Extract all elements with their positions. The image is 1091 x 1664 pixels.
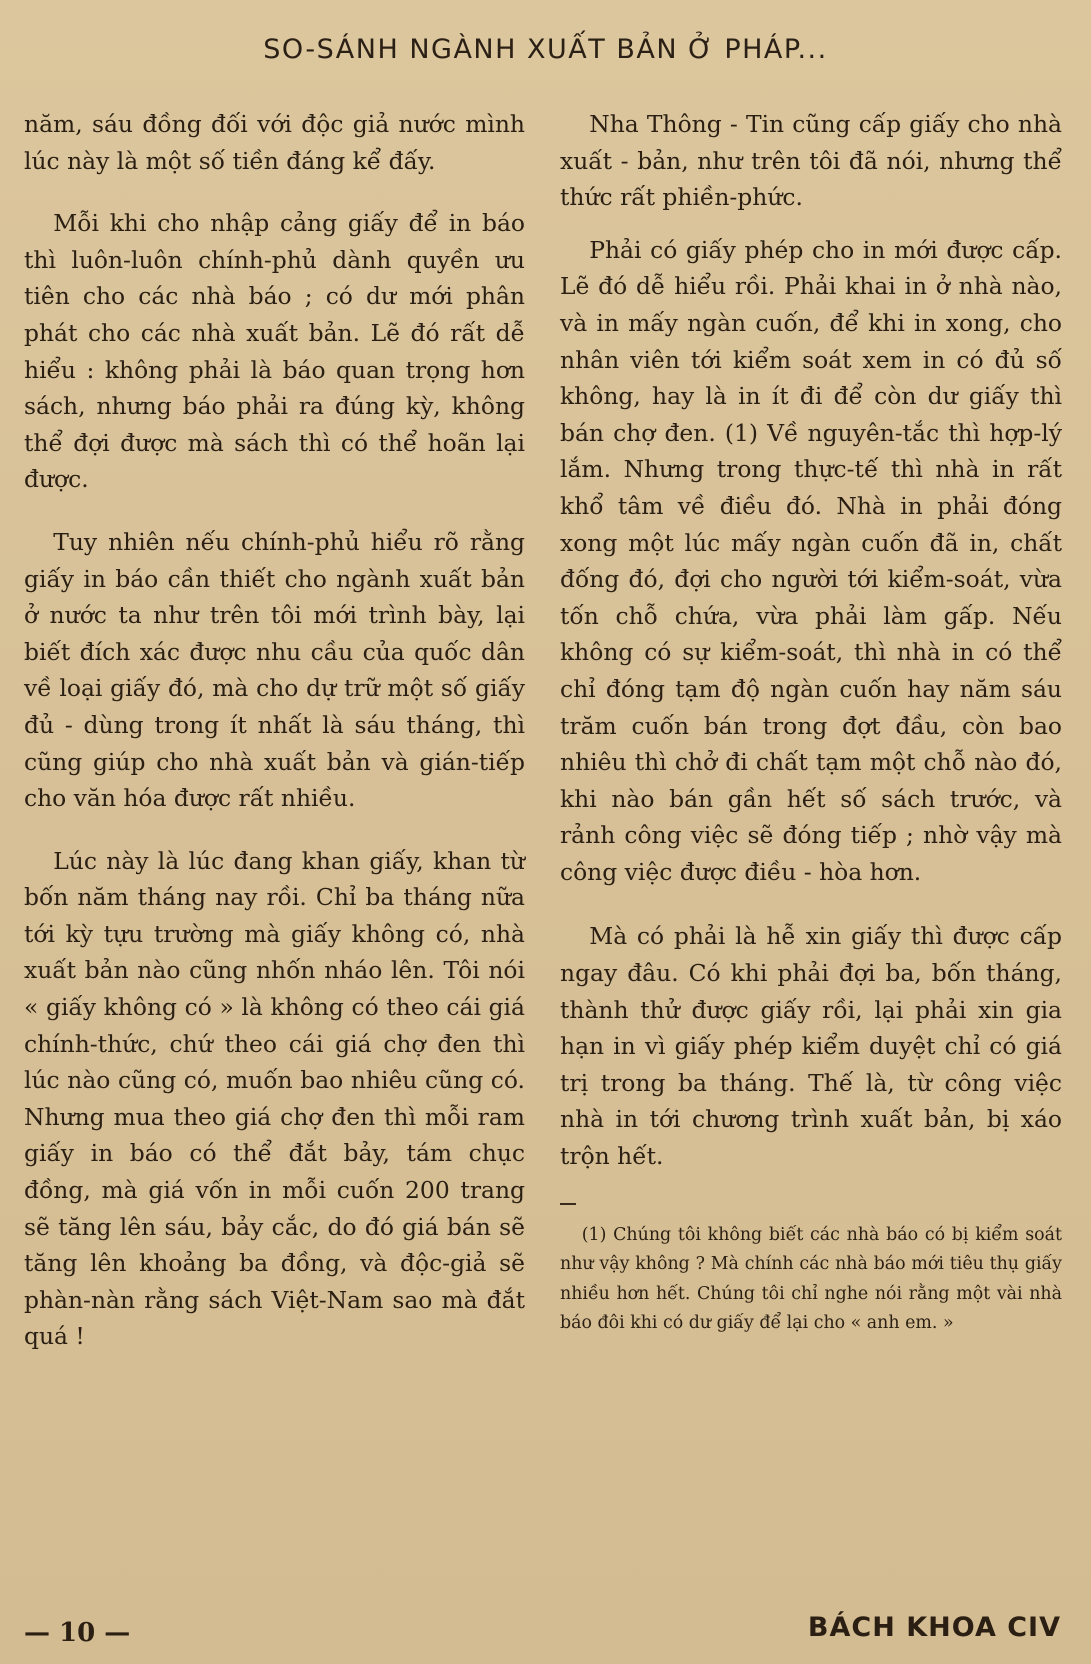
footnote-separator	[560, 1193, 576, 1215]
right-column	[560, 106, 1062, 1339]
magazine-name: BÁCH KHOA CIV	[807, 1612, 1061, 1643]
running-header: SO-SÁNH NGÀNH XUẤT BẢN Ở PHÁP...	[263, 34, 828, 65]
paragraph: Mà có phải là hễ xin giấy thì được cấp ngay đâu. Có khi phải đợi ba, bốn tháng, thành thử được giấy rồi, lại phải xin gia hạn in vì giấy phép kiểm duyệt chỉ có giá trị trong ba tháng. Thế là, từ công việc nhà in tới chương trình xuất bản, bị xáo trộn hết.	[560, 922, 1062, 1171]
paragraph: Nha Thông - Tin cũng cấp giấy cho nhà xuất - bản, như trên tôi đã nói, nhưng thể thức rất phiền-phức.	[560, 110, 1062, 212]
paragraph: Lúc này là lúc đang khan giấy, khan từ bốn năm tháng nay rồi. Chỉ ba tháng nữa tới kỳ tựu trường mà giấy không có, nhà xuất bản nào cũng nhốn nháo lên. Tôi nói « giấy không có » là không có theo cái giá chính-thức, chứ theo cái giá chợ đen thì lúc nào cũng có, muốn bao nhiêu cũng có. Nhưng mua theo giá chợ đen thì mỗi ram giấy in báo có thể đắt bảy, tám chục đồng, mà giá vốn in mỗi cuốn 200 trang sẽ tăng lên sáu, bảy cắc, do đó giá bán sẽ tăng lên khoảng ba đồng, và độc-giả sẽ phàn-nàn rằng sách Việt-Nam sao mà đắt quá !	[24, 846, 525, 1351]
paragraph: năm, sáu đồng đối với độc giả nước mình lúc này là một số tiền đáng kể đấy.	[24, 110, 525, 175]
footnote: (1) Chúng tôi không biết các nhà báo có bị kiểm soát như vậy không ? Mà chính các nhà báo mới tiêu thụ giấy nhiều hơn hết. Chúng tôi chỉ nghe nói rằng một vài nhà báo đôi khi có dư giấy để lại cho « anh em. »	[560, 1224, 1062, 1334]
page-number: — 10 —	[24, 1618, 131, 1648]
paragraph: Phải có giấy phép cho in mới được cấp. Lẽ đó dễ hiểu rồi. Phải khai in ở nhà nào, và in mấy ngàn cuốn, để khi in xong, cho nhân viên tới kiểm soát xem in có đủ số không, hay là in ít đi để còn dư giấy thì bán chợ đen. (1) Về nguyên-tắc thì hợp-lý lắm. Nhưng trong thực-tế thì nhà in rất khổ tâm về điều đó. Nhà in phải đóng xong một lúc mấy ngàn cuốn đã in, chất đống đó, đợi cho người tới kiểm-soát, vừa tốn chỗ chứa, vừa phải làm gấp. Nếu không có sự kiểm-soát, thì nhà in có thể chỉ đóng tạm độ ngàn cuốn hay năm sáu trăm cuốn bán trong đợt đầu, còn bao nhiêu thì chở đi chất tạm một chỗ nào đó, khi nào bán gần hết số sách trước, và rảnh công việc sẽ đóng tiếp ; nhờ vậy mà công việc được điều - hòa hơn.	[560, 235, 1062, 886]
left-column	[24, 106, 525, 1355]
paragraph: Tuy nhiên nếu chính-phủ hiểu rõ rằng giấy in báo cần thiết cho ngành xuất bản ở nước ta như trên tôi mới trình bày, lại biết đích xác được nhu cầu của quốc dân về loại giấy đó, mà cho dự trữ một số giấy đủ - dùng trong ít nhất là sáu tháng, thì cũng giúp cho nhà xuất bản và gián-tiếp cho văn hóa được rất nhiều.	[24, 527, 525, 813]
paragraph: Mỗi khi cho nhập cảng giấy để in báo thì luôn-luôn chính-phủ dành quyền ưu tiên cho các nhà báo ; có dư mới phân phát cho các nhà xuất bản. Lẽ đó rất dễ hiểu : không phải là báo quan trọng hơn sách, nhưng báo phải ra đúng kỳ, không thể đợi được mà sách thì có thể hoãn lại được.	[24, 209, 525, 494]
